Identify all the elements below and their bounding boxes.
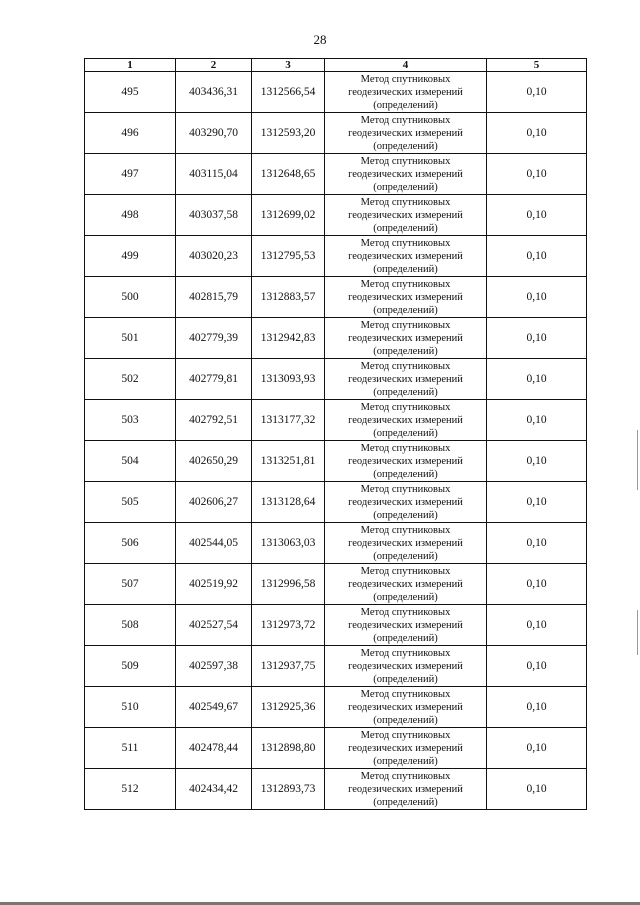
coordinates-table: [84, 58, 587, 810]
accuracy-cell: 0,10: [487, 482, 587, 523]
method-cell: [325, 441, 487, 482]
page-number: 28: [313, 32, 327, 47]
method-line: (определений): [373, 714, 438, 726]
method-line: (определений): [373, 140, 438, 152]
x-coordinate-cell: 402606,27: [176, 482, 252, 523]
accuracy-cell: 0,10: [487, 605, 587, 646]
point-cell: 497: [85, 154, 176, 195]
x-coordinate-cell: 403020,23: [176, 236, 252, 277]
point-cell: 502: [85, 359, 176, 400]
method-cell: [325, 564, 487, 605]
accuracy-cell: 0,10: [487, 72, 587, 113]
y-coordinate-cell: 1312883,57: [252, 277, 325, 318]
method-line: Метод спутниковых: [360, 442, 451, 454]
method-line: Метод спутниковых: [360, 647, 451, 659]
accuracy-cell: 0,10: [487, 687, 587, 728]
method-line: геодезических измерений: [348, 701, 463, 713]
x-coordinate-cell: 403115,04: [176, 154, 252, 195]
method-line: (определений): [373, 591, 438, 603]
point-cell: 495: [85, 72, 176, 113]
method-line: геодезических измерений: [348, 496, 463, 508]
method-line: (определений): [373, 755, 438, 767]
point-cell: 501: [85, 318, 176, 359]
table-row: [85, 441, 587, 482]
method-line: (определений): [373, 222, 438, 234]
accuracy-cell: 0,10: [487, 769, 587, 810]
method-line: геодезических измерений: [348, 127, 463, 139]
method-line: Метод спутниковых: [360, 688, 451, 700]
method-line: геодезических измерений: [348, 168, 463, 180]
accuracy-cell: 0,10: [487, 523, 587, 564]
y-coordinate-cell: 1312973,72: [252, 605, 325, 646]
x-coordinate-cell: 402779,39: [176, 318, 252, 359]
table-row: [85, 277, 587, 318]
method-cell: [325, 359, 487, 400]
accuracy-cell: 0,10: [487, 113, 587, 154]
method-cell: [325, 769, 487, 810]
y-coordinate-cell: 1312566,54: [252, 72, 325, 113]
method-cell: [325, 195, 487, 236]
method-cell: [325, 154, 487, 195]
method-line: Метод спутниковых: [360, 606, 451, 618]
y-coordinate-cell: 1313177,32: [252, 400, 325, 441]
method-line: Метод спутниковых: [360, 770, 451, 782]
y-coordinate-cell: 1313093,93: [252, 359, 325, 400]
method-line: геодезических измерений: [348, 455, 463, 467]
point-cell: 498: [85, 195, 176, 236]
y-coordinate-cell: 1312996,58: [252, 564, 325, 605]
method-cell: [325, 605, 487, 646]
table-body: [85, 72, 587, 810]
method-line: геодезических измерений: [348, 578, 463, 590]
x-coordinate-cell: 402815,79: [176, 277, 252, 318]
method-line: (определений): [373, 345, 438, 357]
x-coordinate-cell: 402519,92: [176, 564, 252, 605]
table-row: [85, 113, 587, 154]
point-cell: 506: [85, 523, 176, 564]
header-cell: 1: [85, 59, 176, 72]
x-coordinate-cell: 403290,70: [176, 113, 252, 154]
point-cell: 499: [85, 236, 176, 277]
method-line: геодезических измерений: [348, 537, 463, 549]
method-line: (определений): [373, 99, 438, 111]
scan-edge-line: [637, 610, 638, 655]
point-cell: 509: [85, 646, 176, 687]
method-line: геодезических измерений: [348, 619, 463, 631]
point-cell: 512: [85, 769, 176, 810]
method-line: (определений): [373, 509, 438, 521]
point-cell: 508: [85, 605, 176, 646]
method-line: (определений): [373, 181, 438, 193]
method-line: геодезических измерений: [348, 414, 463, 426]
table-header-row: [85, 59, 587, 72]
method-line: геодезических измерений: [348, 660, 463, 672]
x-coordinate-cell: 402779,81: [176, 359, 252, 400]
method-line: Метод спутниковых: [360, 73, 451, 85]
accuracy-cell: 0,10: [487, 564, 587, 605]
method-cell: [325, 277, 487, 318]
header-cell: 2: [176, 59, 252, 72]
method-line: геодезических измерений: [348, 250, 463, 262]
table-row: [85, 154, 587, 195]
method-line: Метод спутниковых: [360, 278, 451, 290]
point-cell: 510: [85, 687, 176, 728]
method-line: геодезических измерений: [348, 373, 463, 385]
method-line: Метод спутниковых: [360, 155, 451, 167]
method-cell: [325, 646, 487, 687]
x-coordinate-cell: 403037,58: [176, 195, 252, 236]
method-line: (определений): [373, 468, 438, 480]
method-line: Метод спутниковых: [360, 114, 451, 126]
method-cell: [325, 523, 487, 564]
table-row: [85, 728, 587, 769]
method-line: геодезических измерений: [348, 86, 463, 98]
x-coordinate-cell: 402597,38: [176, 646, 252, 687]
method-line: геодезических измерений: [348, 209, 463, 221]
y-coordinate-cell: 1313128,64: [252, 482, 325, 523]
x-coordinate-cell: 402650,29: [176, 441, 252, 482]
y-coordinate-cell: 1312795,53: [252, 236, 325, 277]
accuracy-cell: 0,10: [487, 646, 587, 687]
accuracy-cell: 0,10: [487, 195, 587, 236]
method-line: геодезических измерений: [348, 742, 463, 754]
header-cell: 3: [252, 59, 325, 72]
table-row: [85, 359, 587, 400]
x-coordinate-cell: 403436,31: [176, 72, 252, 113]
method-line: (определений): [373, 796, 438, 808]
table-row: [85, 769, 587, 810]
method-line: Метод спутниковых: [360, 483, 451, 495]
point-cell: 505: [85, 482, 176, 523]
method-cell: [325, 728, 487, 769]
method-line: геодезических измерений: [348, 332, 463, 344]
accuracy-cell: 0,10: [487, 359, 587, 400]
method-line: Метод спутниковых: [360, 401, 451, 413]
method-cell: [325, 482, 487, 523]
table-row: [85, 318, 587, 359]
y-coordinate-cell: 1312593,20: [252, 113, 325, 154]
method-line: Метод спутниковых: [360, 524, 451, 536]
table-row: [85, 646, 587, 687]
method-cell: [325, 318, 487, 359]
method-cell: [325, 72, 487, 113]
table-row: [85, 236, 587, 277]
header-cell: 5: [487, 59, 587, 72]
method-line: (определений): [373, 304, 438, 316]
table-row: [85, 687, 587, 728]
accuracy-cell: 0,10: [487, 154, 587, 195]
table-row: [85, 72, 587, 113]
table-row: [85, 482, 587, 523]
accuracy-cell: 0,10: [487, 277, 587, 318]
table-row: [85, 605, 587, 646]
accuracy-cell: 0,10: [487, 441, 587, 482]
x-coordinate-cell: 402544,05: [176, 523, 252, 564]
y-coordinate-cell: 1312893,73: [252, 769, 325, 810]
accuracy-cell: 0,10: [487, 400, 587, 441]
scan-edge-line: [637, 430, 638, 490]
method-line: Метод спутниковых: [360, 196, 451, 208]
method-line: (определений): [373, 632, 438, 644]
x-coordinate-cell: 402527,54: [176, 605, 252, 646]
point-cell: 500: [85, 277, 176, 318]
method-line: Метод спутниковых: [360, 319, 451, 331]
method-cell: [325, 400, 487, 441]
table-row: [85, 195, 587, 236]
method-line: Метод спутниковых: [360, 565, 451, 577]
point-cell: 504: [85, 441, 176, 482]
x-coordinate-cell: 402549,67: [176, 687, 252, 728]
method-line: Метод спутниковых: [360, 360, 451, 372]
method-line: (определений): [373, 386, 438, 398]
method-cell: [325, 687, 487, 728]
x-coordinate-cell: 402478,44: [176, 728, 252, 769]
y-coordinate-cell: 1313063,03: [252, 523, 325, 564]
accuracy-cell: 0,10: [487, 318, 587, 359]
header-cell: 4: [325, 59, 487, 72]
accuracy-cell: 0,10: [487, 236, 587, 277]
y-coordinate-cell: 1312699,02: [252, 195, 325, 236]
method-line: (определений): [373, 427, 438, 439]
point-cell: 503: [85, 400, 176, 441]
method-line: геодезических измерений: [348, 783, 463, 795]
point-cell: 511: [85, 728, 176, 769]
method-line: геодезических измерений: [348, 291, 463, 303]
method-line: Метод спутниковых: [360, 237, 451, 249]
y-coordinate-cell: 1312925,36: [252, 687, 325, 728]
table-row: [85, 523, 587, 564]
table-row: [85, 400, 587, 441]
method-cell: [325, 236, 487, 277]
y-coordinate-cell: 1312942,83: [252, 318, 325, 359]
table-row: [85, 564, 587, 605]
method-line: (определений): [373, 263, 438, 275]
method-line: Метод спутниковых: [360, 729, 451, 741]
y-coordinate-cell: 1312648,65: [252, 154, 325, 195]
accuracy-cell: 0,10: [487, 728, 587, 769]
method-line: (определений): [373, 550, 438, 562]
point-cell: 496: [85, 113, 176, 154]
x-coordinate-cell: 402434,42: [176, 769, 252, 810]
method-cell: [325, 113, 487, 154]
y-coordinate-cell: 1312898,80: [252, 728, 325, 769]
y-coordinate-cell: 1312937,75: [252, 646, 325, 687]
y-coordinate-cell: 1313251,81: [252, 441, 325, 482]
point-cell: 507: [85, 564, 176, 605]
method-line: (определений): [373, 673, 438, 685]
x-coordinate-cell: 402792,51: [176, 400, 252, 441]
